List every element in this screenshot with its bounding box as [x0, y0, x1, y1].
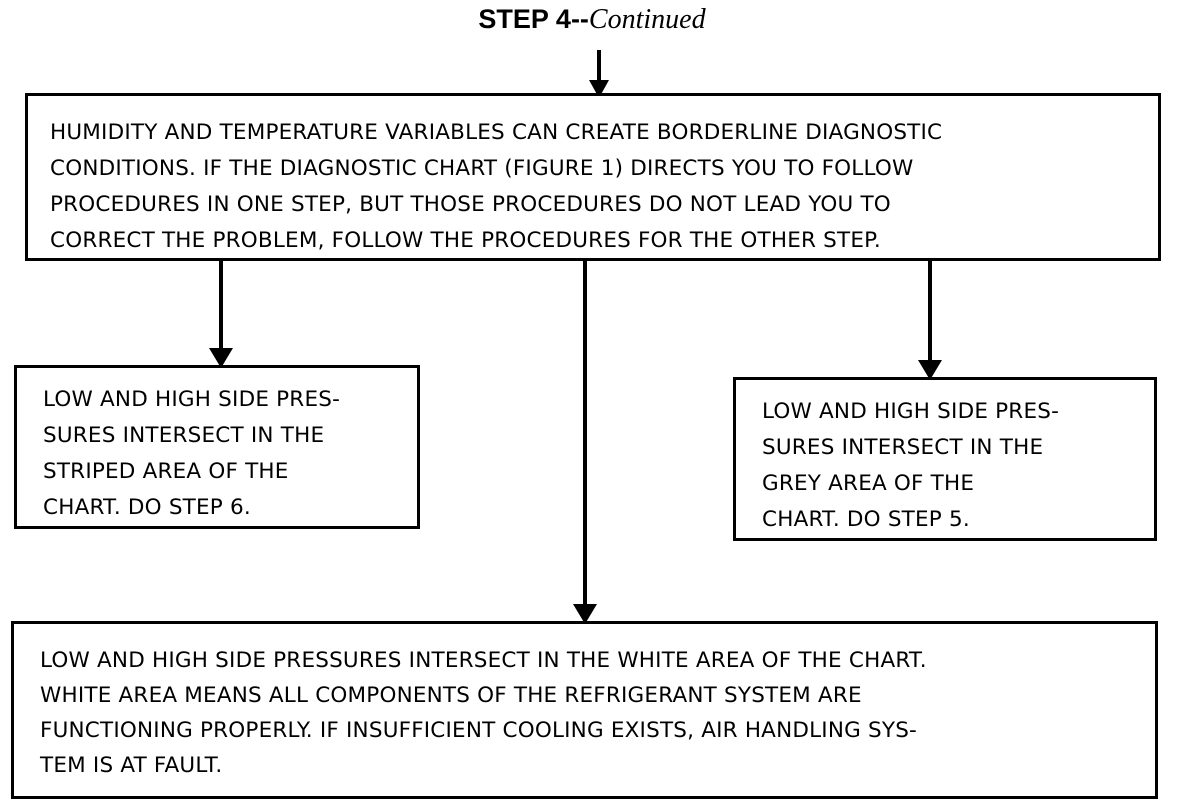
continued-label: Continued: [588, 4, 706, 35]
box-text-line: LOW AND HIGH SIDE PRES-: [762, 399, 1060, 424]
box-text-line: LOW AND HIGH SIDE PRESSURES INTERSECT IN THE WHITE AREA OF THE CHART.: [40, 648, 927, 673]
box-text-line: FUNCTIONING PROPERLY. IF INSUFFICIENT COOLING EXISTS, AIR HANDLING SYS-: [40, 718, 918, 743]
box-text-line: CORRECT THE PROBLEM, FOLLOW THE PROCEDURES FOR THE OTHER STEP.: [50, 228, 881, 253]
step-label: STEP 4--: [478, 4, 589, 34]
box-text-line: WHITE AREA MEANS ALL COMPONENTS OF THE REFRIGERANT SYSTEM ARE: [40, 683, 862, 708]
box-text-line: PROCEDURES IN ONE STEP, BUT THOSE PROCEDURES DO NOT LEAD YOU TO: [50, 192, 891, 217]
box-text-line: LOW AND HIGH SIDE PRES-: [43, 387, 341, 412]
striped-area-box: [14, 365, 420, 529]
box-text-line: STRIPED AREA OF THE: [43, 459, 289, 484]
grey-area-box: [733, 377, 1157, 541]
box-text-line: TEM IS AT FAULT.: [40, 753, 223, 778]
box-text-line: SURES INTERSECT IN THE: [762, 435, 1044, 460]
box-text-line: CHART. DO STEP 5.: [762, 507, 970, 532]
box-text-line: GREY AREA OF THE: [762, 471, 975, 496]
borderline-conditions-box: [25, 93, 1161, 261]
box-text-line: SURES INTERSECT IN THE: [43, 423, 325, 448]
box-text-line: CONDITIONS. IF THE DIAGNOSTIC CHART (FIGURE 1) DIRECTS YOU TO FOLLOW: [50, 156, 914, 181]
box-text-line: HUMIDITY AND TEMPERATURE VARIABLES CAN CREATE BORDERLINE DIAGNOSTIC: [50, 120, 943, 145]
box-text-line: CHART. DO STEP 6.: [43, 495, 251, 520]
white-area-box: [11, 621, 1158, 799]
